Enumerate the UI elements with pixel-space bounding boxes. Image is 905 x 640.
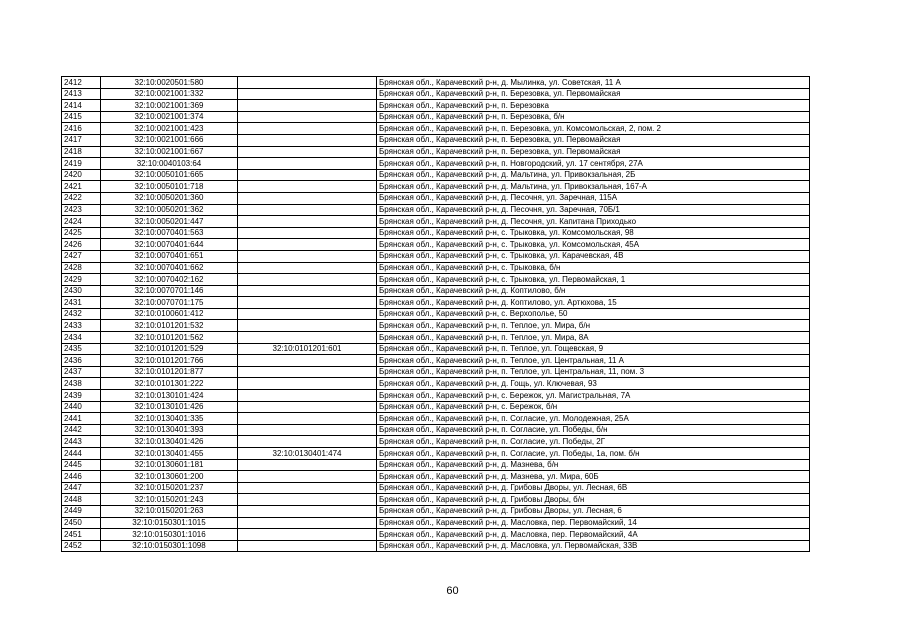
- table-row: [62, 413, 810, 425]
- table-row: [62, 308, 810, 320]
- row-number-cell: 2439: [62, 390, 101, 402]
- related-cadastral-number-cell: [238, 285, 377, 297]
- cadastral-number-cell: 32:10:0130601:200: [101, 471, 238, 483]
- related-cadastral-number-cell: [238, 390, 377, 402]
- row-number-cell: 2452: [62, 540, 101, 552]
- address-cell: Брянская обл., Карачевский р-н, д. Гощь, ул. Ключевая, 93: [377, 378, 810, 390]
- table-row: [62, 436, 810, 448]
- table-row: [62, 366, 810, 378]
- cadastral-number-cell: 32:10:0130401:455: [101, 448, 238, 460]
- row-number-cell: 2414: [62, 100, 101, 112]
- row-number-cell: 2451: [62, 529, 101, 541]
- table-row: [62, 390, 810, 402]
- cadastral-number-cell: 32:10:0070401:563: [101, 227, 238, 239]
- related-cadastral-number-cell: [238, 123, 377, 135]
- table-row: [62, 123, 810, 135]
- related-cadastral-number-cell: [238, 134, 377, 146]
- cadastral-number-cell: 32:10:0130101:424: [101, 390, 238, 402]
- cadastral-number-cell: 32:10:0070701:175: [101, 297, 238, 309]
- address-cell: Брянская обл., Карачевский р-н, д. Песочня, ул. Заречная, 115А: [377, 192, 810, 204]
- table-row: [62, 227, 810, 239]
- related-cadastral-number-cell: [238, 378, 377, 390]
- address-cell: Брянская обл., Карачевский р-н, п. Березовка: [377, 100, 810, 112]
- table-row: [62, 169, 810, 181]
- related-cadastral-number-cell: [238, 274, 377, 286]
- address-cell: Брянская обл., Карачевский р-н, д. Грибовы Дворы, б/н: [377, 494, 810, 506]
- address-cell: Брянская обл., Карачевский р-н, п. Березовка, ул. Первомайская: [377, 88, 810, 100]
- cadastral-number-cell: 32:10:0070402:162: [101, 274, 238, 286]
- related-cadastral-number-cell: [238, 77, 377, 89]
- table-row: [62, 355, 810, 367]
- cadastral-number-cell: 32:10:0130401:335: [101, 413, 238, 425]
- related-cadastral-number-cell: [238, 146, 377, 158]
- related-cadastral-number-cell: [238, 436, 377, 448]
- address-cell: Брянская обл., Карачевский р-н, д. Грибовы Дворы, ул. Лесная, 6В: [377, 482, 810, 494]
- related-cadastral-number-cell: [238, 250, 377, 262]
- table-row: [62, 146, 810, 158]
- address-cell: Брянская обл., Карачевский р-н, д. Масловка, пер. Первомайский, 14: [377, 517, 810, 529]
- address-cell: Брянская обл., Карачевский р-н, п. Теплое, ул. Центральная, 11, пом. 3: [377, 366, 810, 378]
- registry-table: [61, 76, 810, 552]
- table-row: [62, 378, 810, 390]
- cadastral-number-cell: 32:10:0130601:181: [101, 459, 238, 471]
- address-cell: Брянская обл., Карачевский р-н, п. Согласие, ул. Победы, 1а, пом. б/н: [377, 448, 810, 460]
- row-number-cell: 2421: [62, 181, 101, 193]
- address-cell: Брянская обл., Карачевский р-н, с. Бережок, б/н: [377, 401, 810, 413]
- cadastral-number-cell: 32:10:0101201:532: [101, 320, 238, 332]
- table-row: [62, 262, 810, 274]
- cadastral-number-cell: 32:10:0021001:666: [101, 134, 238, 146]
- row-number-cell: 2423: [62, 204, 101, 216]
- table-row: [62, 134, 810, 146]
- related-cadastral-number-cell: [238, 424, 377, 436]
- related-cadastral-number-cell: [238, 494, 377, 506]
- table-row: [62, 482, 810, 494]
- related-cadastral-number-cell: 32:10:0130401:474: [238, 448, 377, 460]
- cadastral-number-cell: 32:10:0150201:243: [101, 494, 238, 506]
- related-cadastral-number-cell: [238, 262, 377, 274]
- row-number-cell: 2440: [62, 401, 101, 413]
- table-row: [62, 505, 810, 517]
- cadastral-number-cell: 32:10:0070701:146: [101, 285, 238, 297]
- row-number-cell: 2436: [62, 355, 101, 367]
- address-cell: Брянская обл., Карачевский р-н, п. Березовка, ул. Комсомольская, 2, пом. 2: [377, 123, 810, 135]
- row-number-cell: 2424: [62, 216, 101, 228]
- table-row: [62, 540, 810, 552]
- row-number-cell: 2428: [62, 262, 101, 274]
- related-cadastral-number-cell: [238, 239, 377, 251]
- row-number-cell: 2448: [62, 494, 101, 506]
- registry-table-body: [62, 77, 810, 552]
- address-cell: Брянская обл., Карачевский р-н, п. Согласие, ул. Молодежная, 25А: [377, 413, 810, 425]
- table-row: [62, 88, 810, 100]
- address-cell: Брянская обл., Карачевский р-н, п. Березовка, ул. Первомайская: [377, 134, 810, 146]
- row-number-cell: 2412: [62, 77, 101, 89]
- related-cadastral-number-cell: [238, 471, 377, 483]
- address-cell: Брянская обл., Карачевский р-н, п. Согласие, ул. Победы, б/н: [377, 424, 810, 436]
- table-row: [62, 320, 810, 332]
- table-row: [62, 216, 810, 228]
- related-cadastral-number-cell: [238, 459, 377, 471]
- row-number-cell: 2430: [62, 285, 101, 297]
- table-row: [62, 343, 810, 355]
- related-cadastral-number-cell: [238, 216, 377, 228]
- cadastral-number-cell: 32:10:0021001:374: [101, 111, 238, 123]
- row-number-cell: 2444: [62, 448, 101, 460]
- table-row: [62, 471, 810, 483]
- cadastral-number-cell: 32:10:0101201:529: [101, 343, 238, 355]
- related-cadastral-number-cell: [238, 505, 377, 517]
- table-row: [62, 424, 810, 436]
- related-cadastral-number-cell: [238, 413, 377, 425]
- related-cadastral-number-cell: [238, 158, 377, 170]
- cadastral-number-cell: 32:10:0050201:362: [101, 204, 238, 216]
- table-row: [62, 181, 810, 193]
- address-cell: Брянская обл., Карачевский р-н, п. Теплое, ул. Мира, б/н: [377, 320, 810, 332]
- row-number-cell: 2429: [62, 274, 101, 286]
- related-cadastral-number-cell: [238, 204, 377, 216]
- address-cell: Брянская обл., Карачевский р-н, д. Песочня, ул. Капитана Приходько: [377, 216, 810, 228]
- related-cadastral-number-cell: [238, 100, 377, 112]
- table-row: [62, 204, 810, 216]
- table-row: [62, 494, 810, 506]
- row-number-cell: 2419: [62, 158, 101, 170]
- address-cell: Брянская обл., Карачевский р-н, с. Трыковка, ул. Комсомольская, 45А: [377, 239, 810, 251]
- related-cadastral-number-cell: [238, 297, 377, 309]
- cadastral-number-cell: 32:10:0070401:651: [101, 250, 238, 262]
- table-row: [62, 285, 810, 297]
- related-cadastral-number-cell: [238, 366, 377, 378]
- cadastral-number-cell: 32:10:0070401:644: [101, 239, 238, 251]
- row-number-cell: 2443: [62, 436, 101, 448]
- related-cadastral-number-cell: [238, 169, 377, 181]
- row-number-cell: 2413: [62, 88, 101, 100]
- address-cell: Брянская обл., Карачевский р-н, д. Мылинка, ул. Советская, 11 А: [377, 77, 810, 89]
- cadastral-number-cell: 32:10:0050201:360: [101, 192, 238, 204]
- row-number-cell: 2418: [62, 146, 101, 158]
- row-number-cell: 2449: [62, 505, 101, 517]
- table-row: [62, 77, 810, 89]
- related-cadastral-number-cell: [238, 540, 377, 552]
- address-cell: Брянская обл., Карачевский р-н, с. Верхополье, 50: [377, 308, 810, 320]
- table-row: [62, 332, 810, 344]
- row-number-cell: 2446: [62, 471, 101, 483]
- row-number-cell: 2417: [62, 134, 101, 146]
- row-number-cell: 2431: [62, 297, 101, 309]
- address-cell: Брянская обл., Карачевский р-н, п. Новгородский, ул. 17 сентября, 27А: [377, 158, 810, 170]
- row-number-cell: 2447: [62, 482, 101, 494]
- row-number-cell: 2420: [62, 169, 101, 181]
- row-number-cell: 2422: [62, 192, 101, 204]
- cadastral-number-cell: 32:10:0150201:237: [101, 482, 238, 494]
- related-cadastral-number-cell: [238, 517, 377, 529]
- page-number: 60: [446, 585, 459, 597]
- row-number-cell: 2425: [62, 227, 101, 239]
- row-number-cell: 2435: [62, 343, 101, 355]
- cadastral-number-cell: 32:10:0100601:412: [101, 308, 238, 320]
- address-cell: Брянская обл., Карачевский р-н, с. Трыковка, ул. Первомайская, 1: [377, 274, 810, 286]
- cadastral-number-cell: 32:10:0150301:1015: [101, 517, 238, 529]
- row-number-cell: 2416: [62, 123, 101, 135]
- table-row: [62, 459, 810, 471]
- related-cadastral-number-cell: [238, 181, 377, 193]
- cadastral-number-cell: 32:10:0150301:1016: [101, 529, 238, 541]
- cadastral-number-cell: 32:10:0130101:426: [101, 401, 238, 413]
- table-row: [62, 239, 810, 251]
- address-cell: Брянская обл., Карачевский р-н, д. Мальтина, ул. Привокзальная, 167-А: [377, 181, 810, 193]
- table-row: [62, 158, 810, 170]
- table-row: [62, 297, 810, 309]
- address-cell: Брянская обл., Карачевский р-н, с. Трыковка, ул. Карачевская, 4В: [377, 250, 810, 262]
- address-cell: Брянская обл., Карачевский р-н, д. Коптилово, ул. Артюхова, 15: [377, 297, 810, 309]
- cadastral-number-cell: 32:10:0040103:64: [101, 158, 238, 170]
- cadastral-number-cell: 32:10:0101201:766: [101, 355, 238, 367]
- related-cadastral-number-cell: [238, 355, 377, 367]
- related-cadastral-number-cell: [238, 227, 377, 239]
- address-cell: Брянская обл., Карачевский р-н, п. Согласие, ул. Победы, 2Г: [377, 436, 810, 448]
- related-cadastral-number-cell: [238, 111, 377, 123]
- related-cadastral-number-cell: 32:10:0101201:601: [238, 343, 377, 355]
- cadastral-number-cell: 32:10:0021001:369: [101, 100, 238, 112]
- address-cell: Брянская обл., Карачевский р-н, с. Бережок, ул. Магистральная, 7А: [377, 390, 810, 402]
- table-row: [62, 529, 810, 541]
- row-number-cell: 2415: [62, 111, 101, 123]
- table-row: [62, 250, 810, 262]
- cadastral-number-cell: 32:10:0050101:665: [101, 169, 238, 181]
- address-cell: Брянская обл., Карачевский р-н, п. Теплое, ул. Центральная, 11 А: [377, 355, 810, 367]
- table-row: [62, 100, 810, 112]
- address-cell: Брянская обл., Карачевский р-н, д. Песочня, ул. Заречная, 70Б/1: [377, 204, 810, 216]
- row-number-cell: 2450: [62, 517, 101, 529]
- related-cadastral-number-cell: [238, 88, 377, 100]
- row-number-cell: 2438: [62, 378, 101, 390]
- row-number-cell: 2427: [62, 250, 101, 262]
- cadastral-number-cell: 32:10:0050101:718: [101, 181, 238, 193]
- row-number-cell: 2433: [62, 320, 101, 332]
- address-cell: Брянская обл., Карачевский р-н, с. Трыковка, б/н: [377, 262, 810, 274]
- cadastral-number-cell: 32:10:0021001:423: [101, 123, 238, 135]
- row-number-cell: 2434: [62, 332, 101, 344]
- cadastral-number-cell: 32:10:0021001:667: [101, 146, 238, 158]
- cadastral-number-cell: 32:10:0130401:393: [101, 424, 238, 436]
- address-cell: Брянская обл., Карачевский р-н, д. Масловка, ул. Первомайская, 33В: [377, 540, 810, 552]
- table-row: [62, 448, 810, 460]
- row-number-cell: 2437: [62, 366, 101, 378]
- table-row: [62, 517, 810, 529]
- cadastral-number-cell: 32:10:0070401:662: [101, 262, 238, 274]
- cadastral-number-cell: 32:10:0150301:1098: [101, 540, 238, 552]
- table-row: [62, 401, 810, 413]
- address-cell: Брянская обл., Карачевский р-н, с. Трыковка, ул. Комсомольская, 98: [377, 227, 810, 239]
- address-cell: Брянская обл., Карачевский р-н, д. Коптилово, б/н: [377, 285, 810, 297]
- related-cadastral-number-cell: [238, 482, 377, 494]
- row-number-cell: 2426: [62, 239, 101, 251]
- cadastral-number-cell: 32:10:0050201:447: [101, 216, 238, 228]
- related-cadastral-number-cell: [238, 320, 377, 332]
- table-row: [62, 192, 810, 204]
- related-cadastral-number-cell: [238, 192, 377, 204]
- cadastral-number-cell: 32:10:0150201:263: [101, 505, 238, 517]
- cadastral-number-cell: 32:10:0101201:562: [101, 332, 238, 344]
- related-cadastral-number-cell: [238, 529, 377, 541]
- related-cadastral-number-cell: [238, 332, 377, 344]
- address-cell: Брянская обл., Карачевский р-н, д. Масловка, пер. Первомайский, 4А: [377, 529, 810, 541]
- row-number-cell: 2442: [62, 424, 101, 436]
- address-cell: Брянская обл., Карачевский р-н, д. Мазнева, ул. Мира, 60Б: [377, 471, 810, 483]
- row-number-cell: 2432: [62, 308, 101, 320]
- address-cell: Брянская обл., Карачевский р-н, п. Теплое, ул. Гощевская, 9: [377, 343, 810, 355]
- address-cell: Брянская обл., Карачевский р-н, п. Березовка, б/н: [377, 111, 810, 123]
- cadastral-number-cell: 32:10:0101301:222: [101, 378, 238, 390]
- address-cell: Брянская обл., Карачевский р-н, д. Мальтина, ул. Привокзальная, 2Б: [377, 169, 810, 181]
- cadastral-number-cell: 32:10:0101201:877: [101, 366, 238, 378]
- row-number-cell: 2441: [62, 413, 101, 425]
- related-cadastral-number-cell: [238, 401, 377, 413]
- address-cell: Брянская обл., Карачевский р-н, п. Теплое, ул. Мира, 8А: [377, 332, 810, 344]
- related-cadastral-number-cell: [238, 308, 377, 320]
- cadastral-number-cell: 32:10:0021001:332: [101, 88, 238, 100]
- address-cell: Брянская обл., Карачевский р-н, д. Мазнева, б/н: [377, 459, 810, 471]
- row-number-cell: 2445: [62, 459, 101, 471]
- cadastral-number-cell: 32:10:0130401:426: [101, 436, 238, 448]
- address-cell: Брянская обл., Карачевский р-н, д. Грибовы Дворы, ул. Лесная, 6: [377, 505, 810, 517]
- table-row: [62, 274, 810, 286]
- table-row: [62, 111, 810, 123]
- cadastral-number-cell: 32:10:0020501:580: [101, 77, 238, 89]
- address-cell: Брянская обл., Карачевский р-н, п. Березовка, ул. Первомайская: [377, 146, 810, 158]
